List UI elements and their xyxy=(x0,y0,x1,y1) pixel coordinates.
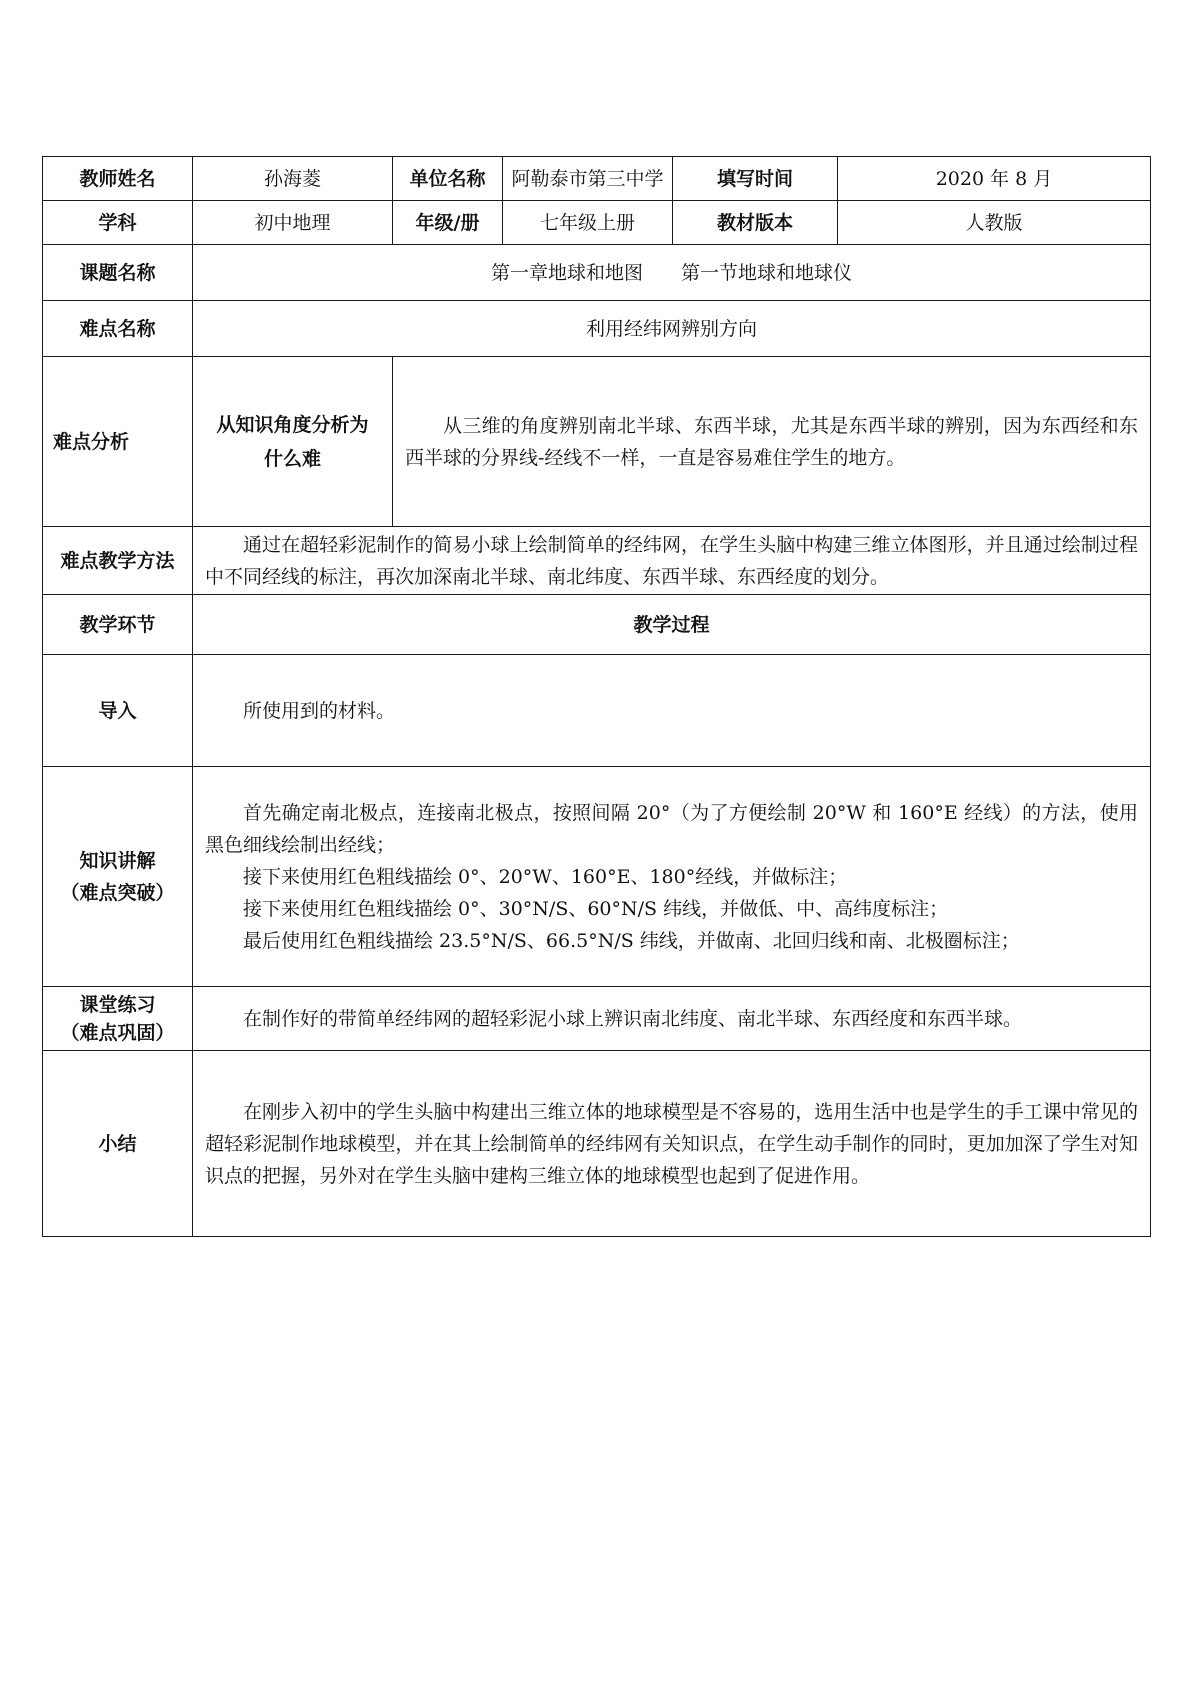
practice-text-cell xyxy=(193,987,1151,1051)
unit-name-label: 单位名称 xyxy=(393,157,503,201)
header-row-1 xyxy=(43,157,1151,201)
teacher-name-value: 孙海菱 xyxy=(193,157,393,201)
analysis-sublabel xyxy=(193,357,393,527)
knowledge-row xyxy=(43,767,1151,987)
subject-value: 初中地理 xyxy=(193,201,393,245)
knowledge-line-1: 首先确定南北极点，连接南北极点，按照间隔 20°（为了方便绘制 20°W 和 160°E 经线）的方法，使用黑色细线绘制出经线； xyxy=(205,801,1138,856)
analysis-label: 难点分析 xyxy=(43,357,193,527)
fill-time-value: 2020 年 8 月 xyxy=(838,157,1151,201)
form-table xyxy=(42,156,1151,1237)
process-title: 教学过程 xyxy=(193,595,1151,655)
topic-row xyxy=(43,245,1151,301)
analysis-sublabel-line-2: 什么难 xyxy=(263,447,321,470)
method-text: 通过在超轻彩泥制作的简易小球上绘制简单的经纬网，在学生头脑中构建三维立体图形，并且通过绘制过程中不同经线的标注，再次加深南北半球、南北纬度、东西半球、东西经度的划分。 xyxy=(205,533,1138,588)
teacher-name-label: 教师姓名 xyxy=(43,157,193,201)
method-label: 难点教学方法 xyxy=(43,527,193,595)
practice-row xyxy=(43,987,1151,1051)
knowledge-text-cell xyxy=(193,767,1151,987)
intro-text: 所使用到的材料。 xyxy=(243,699,396,722)
edition-value: 人教版 xyxy=(838,201,1151,245)
summary-text-cell xyxy=(193,1051,1151,1237)
summary-text: 在刚步入初中的学生头脑中构建出三维立体的地球模型是不容易的，选用生活中也是学生的手工课中常见的超轻彩泥制作地球模型，并在其上绘制简单的经纬网有关知识点，在学生动手制作的同时，更加加深了学生对知识点的把握，另外对在学生头脑中建构三维立体的地球模型也起到了促进作用。 xyxy=(205,1100,1138,1187)
knowledge-line-3: 接下来使用红色粗线描绘 0°、30°N/S、60°N/S 纬线，并做低、中、高纬度标注； xyxy=(243,897,949,920)
subject-label: 学科 xyxy=(43,201,193,245)
analysis-row xyxy=(43,357,1151,527)
intro-text-cell xyxy=(193,655,1151,767)
practice-label-line-1: 课堂练习 xyxy=(79,993,156,1016)
summary-row xyxy=(43,1051,1151,1237)
summary-label: 小结 xyxy=(43,1051,193,1237)
edition-label: 教材版本 xyxy=(673,201,838,245)
method-text-cell xyxy=(193,527,1151,595)
analysis-text-cell xyxy=(393,357,1151,527)
intro-row xyxy=(43,655,1151,767)
difficulty-label: 难点名称 xyxy=(43,301,193,357)
intro-label: 导入 xyxy=(43,655,193,767)
topic-value: 第一章地球和地图 第一节地球和地球仪 xyxy=(193,245,1151,301)
analysis-text: 从三维的角度辨别南北半球、东西半球，尤其是东西半球的辨别，因为东西经和东西半球的分界线-经线不一样，一直是容易难住学生的地方。 xyxy=(405,414,1138,469)
topic-label: 课题名称 xyxy=(43,245,193,301)
process-step-label: 教学环节 xyxy=(43,595,193,655)
practice-text: 在制作好的带简单经纬网的超轻彩泥小球上辨识南北纬度、南北半球、东西经度和东西半球。 xyxy=(243,1007,1023,1030)
knowledge-label-line-2: （难点突破） xyxy=(60,881,175,904)
header-row-2 xyxy=(43,201,1151,245)
practice-label-line-2: （难点巩固） xyxy=(60,1021,175,1044)
knowledge-line-2: 接下来使用红色粗线描绘 0°、20°W、160°E、180°经线，并做标注； xyxy=(243,865,848,888)
difficulty-value: 利用经纬网辨别方向 xyxy=(193,301,1151,357)
knowledge-label xyxy=(43,767,193,987)
knowledge-label-line-1: 知识讲解 xyxy=(79,849,156,872)
grade-value: 七年级上册 xyxy=(503,201,673,245)
grade-label: 年级/册 xyxy=(393,201,503,245)
unit-name-value: 阿勒泰市第三中学 xyxy=(503,157,673,201)
practice-label xyxy=(43,987,193,1051)
process-header-row xyxy=(43,595,1151,655)
difficulty-row xyxy=(43,301,1151,357)
analysis-sublabel-line-1: 从知识角度分析为 xyxy=(216,413,369,436)
lesson-design-form xyxy=(42,156,1150,1237)
fill-time-label: 填写时间 xyxy=(673,157,838,201)
method-row xyxy=(43,527,1151,595)
knowledge-line-4: 最后使用红色粗线描绘 23.5°N/S、66.5°N/S 纬线，并做南、北回归线和南、北极圈标注； xyxy=(243,929,1020,952)
